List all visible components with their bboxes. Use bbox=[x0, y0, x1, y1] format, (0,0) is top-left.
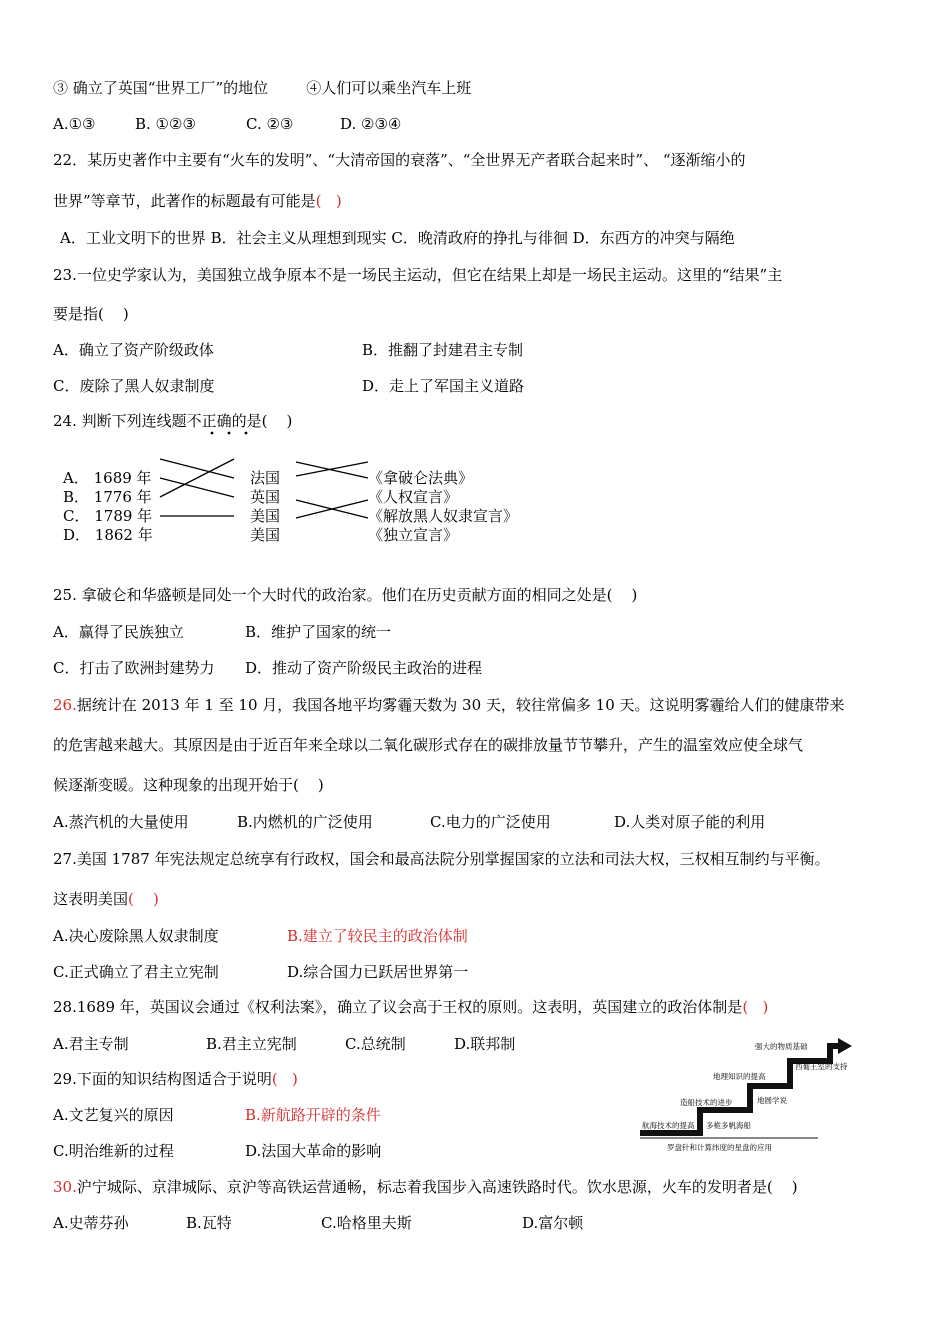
q30-stem-text: 沪宁城际、京津城际、京沪等高铁运营通畅，标志着我国步入高速铁路时代。饮水思源，火车的发明者是( ) bbox=[76, 1178, 798, 1196]
q30-option-c: C.哈格里夫斯 bbox=[321, 1214, 412, 1232]
q26-stem-line1 bbox=[53, 695, 845, 715]
q26-number: 26. bbox=[53, 696, 77, 714]
q28-stem-text: 28.1689 年，英国议会通过《权利法案》，确立了议会高于王权的原则。这表明，英国建立的政治体制是 bbox=[53, 998, 743, 1016]
q28-answer-paren: ( ) bbox=[742, 998, 769, 1016]
q30-option-d: D.富尔顿 bbox=[522, 1214, 584, 1232]
q27-option-b: B.建立了较民主的政治体制 bbox=[287, 927, 468, 945]
q29-stem-text: 29.下面的知识结构图适合于说明 bbox=[53, 1070, 272, 1088]
q27-option-a: A.决心废除黑人奴隶制度 bbox=[53, 927, 219, 945]
q21-option-d: D. ②③④ bbox=[340, 115, 402, 133]
q28-stem bbox=[53, 997, 768, 1017]
q30-option-a: A.史蒂芬孙 bbox=[53, 1214, 129, 1232]
q25-option-a: A．赢得了民族独立 bbox=[53, 623, 184, 641]
q29-stem bbox=[53, 1069, 298, 1089]
q22-stem-line1: 22．某历史著作中主要有“火车的发明”、“大清帝国的衰落”、“全世界无产者联合起来时”、 “逐渐缩小的 bbox=[53, 151, 746, 169]
q24-year-c: C． 1789 年 bbox=[63, 507, 153, 525]
q24-country-1: 法国 bbox=[250, 469, 281, 487]
q28-option-a: A.君主专制 bbox=[53, 1035, 129, 1053]
q25-stem: 25. 拿破仑和华盛顿是同处一个大时代的政治家。他们在历史贡献方面的相同之处是( ) bbox=[53, 586, 638, 604]
q28-option-b: B.君主立宪制 bbox=[206, 1035, 297, 1053]
q25-option-c: C．打击了欧洲封建势力 bbox=[53, 659, 215, 677]
q25-option-b: B．维护了国家的统一 bbox=[245, 623, 392, 641]
q23-option-b: B．推翻了封建君主专制 bbox=[362, 341, 524, 359]
q30-stem bbox=[53, 1177, 798, 1197]
q22-options: A．工业文明下的世界 B．社会主义从理想到现实 C．晚清政府的挣扎与徘徊 D．东西方的冲突与隔绝 bbox=[60, 229, 735, 247]
q24-year-b: B． 1776 年 bbox=[63, 488, 152, 506]
q21-statement-line: ③ 确立了英国“世界工厂”的地位 ④人们可以乘坐汽车上班 bbox=[53, 79, 472, 97]
q26-option-d: D.人类对原子能的利用 bbox=[614, 813, 766, 831]
q21-option-a: A.①③ bbox=[53, 115, 96, 133]
diagram-side-2: 多桅多帆海船 bbox=[706, 1121, 751, 1130]
q27-answer-paren: ( ) bbox=[128, 890, 159, 908]
q22-answer-paren: ( ) bbox=[315, 192, 342, 210]
q23-option-d: D．走上了军国主义道路 bbox=[362, 377, 525, 395]
q24-country-3: 美国 bbox=[250, 507, 281, 525]
q29-option-b: B.新航路开辟的条件 bbox=[245, 1106, 381, 1124]
q30-option-b: B.瓦特 bbox=[186, 1214, 232, 1232]
q24-country-2: 英国 bbox=[250, 488, 281, 506]
q24-doc-4: 《独立宣言》 bbox=[368, 526, 459, 544]
q23-option-a: A．确立了资产阶级政体 bbox=[53, 341, 214, 359]
q23-stem-line1: 23.一位史学家认为，美国独立战争原本不是一场民主运动，但它在结果上却是一场民主运动。这里的“结果”主 bbox=[53, 266, 783, 284]
q23-option-c: C．废除了黑人奴隶制度 bbox=[53, 377, 215, 395]
q27-stem-line1: 27.美国 1787 年宪法规定总统享有行政权，国会和最高法院分别掌握国家的立法和司法大权，三权相互制约与平衡。 bbox=[53, 850, 830, 868]
q26-stem-text1: 据统计在 2013 年 1 至 10 月，我国各地平均雾霾天数为 30 天，较往常偏多 10 天。这说明雾霾给人们的健康带来 bbox=[76, 696, 845, 714]
q29-option-a: A.文艺复兴的原因 bbox=[53, 1106, 174, 1124]
diagram-side-3: 地圆学说 bbox=[757, 1096, 787, 1105]
diagram-step-2: 造船技术的进步 bbox=[680, 1098, 733, 1107]
q27-option-d: D.综合国力已跃居世界第一 bbox=[287, 963, 469, 981]
q29-option-c: C.明治维新的过程 bbox=[53, 1142, 174, 1160]
q29-option-d: D.法国大革命的影响 bbox=[245, 1142, 382, 1160]
q24-doc-1: 《拿破仑法典》 bbox=[368, 469, 474, 487]
q24-year-a: A． 1689 年 bbox=[63, 469, 152, 487]
q24-stem: 24. 判断下列连线题不正确的是( ) bbox=[53, 412, 293, 430]
q26-stem-line2: 的危害越来越大。其原因是由于近百年来全球以二氧化碳形式存在的碳排放量节节攀升，产生的温室效应使全球气 bbox=[53, 736, 804, 754]
q26-option-a: A.蒸汽机的大量使用 bbox=[53, 813, 189, 831]
q27-stem-line2 bbox=[53, 889, 159, 909]
q21-option-b: B. ①②③ bbox=[135, 115, 196, 133]
diagram-side-4: 西葡王室的支持 bbox=[795, 1062, 848, 1071]
q27-stem-text: 这表明美国 bbox=[53, 890, 129, 908]
q28-option-d: D.联邦制 bbox=[454, 1035, 516, 1053]
q23-stem-line2: 要是指( ) bbox=[53, 305, 129, 323]
q27-option-c: C.正式确立了君主立宪制 bbox=[53, 963, 219, 981]
q22-stem-text: 世界”等章节，此著作的标题最有可能是 bbox=[53, 192, 316, 210]
diagram-step-1: 航海技术的提高 bbox=[642, 1121, 695, 1130]
q24-country-4: 美国 bbox=[250, 526, 281, 544]
diagram-step-4: 强大的物质基础 bbox=[755, 1042, 808, 1051]
q21-option-c: C. ②③ bbox=[246, 115, 294, 133]
q24-doc-3: 《解放黑人奴隶宣言》 bbox=[368, 507, 519, 525]
q29-answer-paren: ( ) bbox=[271, 1070, 298, 1088]
q26-option-c: C.电力的广泛使用 bbox=[430, 813, 551, 831]
q26-option-b: B.内燃机的广泛使用 bbox=[237, 813, 373, 831]
diagram-step-3: 地理知识的提高 bbox=[713, 1072, 766, 1081]
diagram-side-1: 罗盘针和计算纬度的星盘的应用 bbox=[667, 1143, 772, 1152]
q30-number: 30. bbox=[53, 1178, 77, 1196]
q24-doc-2: 《人权宣言》 bbox=[368, 488, 459, 506]
q24-year-d: D． 1862 年 bbox=[63, 526, 153, 544]
q26-stem-line3: 候逐渐变暖。这种现象的出现开始于( ) bbox=[53, 776, 324, 794]
q25-option-d: D．推动了资产阶级民主政治的进程 bbox=[245, 659, 483, 677]
q28-option-c: C.总统制 bbox=[345, 1035, 406, 1053]
